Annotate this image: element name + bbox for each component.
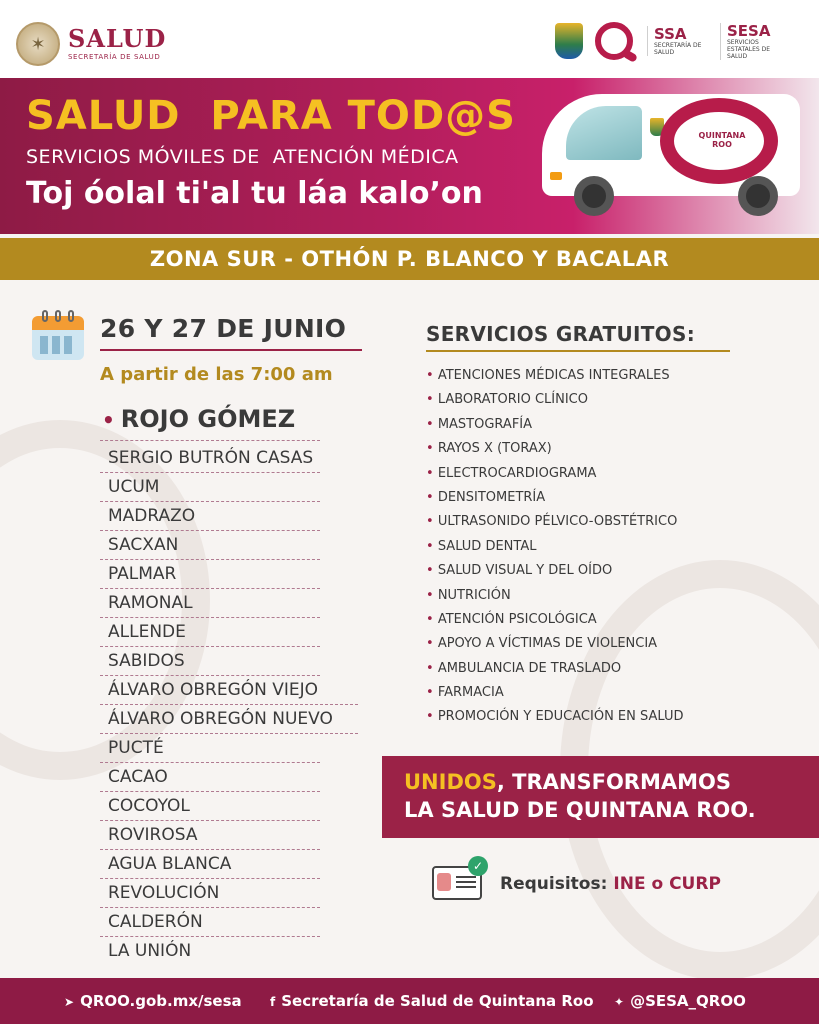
q-logo-icon xyxy=(595,22,633,60)
list-item: LA UNIÓN xyxy=(108,941,192,961)
requirements xyxy=(500,874,721,894)
twitter-icon: ✦ xyxy=(614,995,625,1009)
mexico-seal-icon: ✶ xyxy=(16,22,60,66)
list-item: CALDERÓN xyxy=(100,908,320,937)
date-underline xyxy=(100,349,362,351)
requirements-label: Requisitos: xyxy=(500,874,608,894)
slogan-line2: LA SALUD DE QUINTANA ROO. xyxy=(404,798,756,822)
salud-subtitle: SECRETARÍA DE SALUD xyxy=(68,53,161,61)
list-item: RAMONAL xyxy=(100,589,320,618)
partner-logos xyxy=(555,22,789,60)
list-item: • SALUD DENTAL xyxy=(426,535,684,559)
quintana-roo-shield-icon xyxy=(555,23,583,59)
facebook-link[interactable]: f Secretaría de Salud de Quintana Roo xyxy=(270,992,594,1010)
list-item: • NUTRICIÓN xyxy=(426,584,684,608)
mobile-clinic-van-illustration xyxy=(542,94,800,216)
banner-subtitle: SERVICIOS MÓVILES DE ATENCIÓN MÉDICA xyxy=(26,146,459,168)
list-item: COCOYOL xyxy=(100,792,320,821)
list-item: ÁLVARO OBREGÓN VIEJO xyxy=(100,676,358,705)
list-item: • FARMACIA xyxy=(426,681,684,705)
twitter-link[interactable]: ✦ @SESA_QROO xyxy=(614,992,746,1010)
salud-logo xyxy=(16,22,166,66)
hero-banner xyxy=(0,78,819,234)
list-item: • ATENCIONES MÉDICAS INTEGRALES xyxy=(426,364,684,388)
list-item: • ULTRASONIDO PÉLVICO-OBSTÉTRICO xyxy=(426,510,684,534)
list-item: • AMBULANCIA DE TRASLADO xyxy=(426,657,684,681)
list-item: SERGIO BUTRÓN CASAS xyxy=(100,444,320,473)
website-link[interactable]: ➤ QROO.gob.mx/sesa xyxy=(64,992,242,1010)
banner-maya-text: Toj óolal ti'al tu láa kalo’on xyxy=(26,176,483,211)
requirements-value: INE o CURP xyxy=(613,874,721,894)
list-item: SACXAN xyxy=(100,531,320,560)
main-location-divider xyxy=(100,440,320,441)
list-item: ROVIROSA xyxy=(100,821,320,850)
services-underline xyxy=(426,350,730,352)
list-item: • DENSITOMETRÍA xyxy=(426,486,684,510)
list-item: MADRAZO xyxy=(100,502,320,531)
facebook-icon: f xyxy=(270,995,276,1009)
list-item: • RAYOS X (TORAX) xyxy=(426,437,684,461)
location-list xyxy=(100,444,362,966)
services-title: SERVICIOS GRATUITOS: xyxy=(426,322,695,346)
list-item: • APOYO A VÍCTIMAS DE VIOLENCIA xyxy=(426,632,684,656)
list-item: • PROMOCIÓN Y EDUCACIÓN EN SALUD xyxy=(426,705,684,729)
ssa-logo: SSA SECRETARÍA DE SALUD xyxy=(647,26,716,56)
cursor-icon: ➤ xyxy=(64,995,75,1009)
list-item: SABIDOS xyxy=(100,647,320,676)
sesa-logo: SESA SERVICIOS ESTATALES DE SALUD xyxy=(720,23,789,60)
slogan-highlight: UNIDOS xyxy=(404,770,497,794)
list-item: ÁLVARO OBREGÓN NUEVO xyxy=(100,705,358,734)
event-time: A partir de las 7:00 am xyxy=(100,364,333,385)
event-date: 26 Y 27 DE JUNIO xyxy=(100,314,347,343)
list-item: AGUA BLANCA xyxy=(100,850,320,879)
list-item: • ATENCIÓN PSICOLÓGICA xyxy=(426,608,684,632)
top-header xyxy=(0,0,819,78)
footer-bar xyxy=(0,978,819,1024)
calendar-icon xyxy=(32,310,84,360)
list-item: • SALUD VISUAL Y DEL OÍDO xyxy=(426,559,684,583)
slogan-line1: , TRANSFORMAMOS xyxy=(496,770,731,794)
services-list xyxy=(426,364,684,730)
van-badge: QUINTANA ROO xyxy=(692,122,752,156)
id-card-icon: ✓ xyxy=(432,858,486,900)
list-item: PALMAR xyxy=(100,560,320,589)
list-item: REVOLUCIÓN xyxy=(100,879,320,908)
list-item: • LABORATORIO CLÍNICO xyxy=(426,388,684,412)
list-item: UCUM xyxy=(100,473,320,502)
list-item: ALLENDE xyxy=(100,618,320,647)
list-item: • ELECTROCARDIOGRAMA xyxy=(426,462,684,486)
list-item: • MASTOGRAFÍA xyxy=(426,413,684,437)
salud-title: SALUD xyxy=(68,24,167,53)
slogan-box xyxy=(382,756,819,838)
list-item: PUCTÉ xyxy=(100,734,320,763)
banner-title: SALUD PARA TOD@S xyxy=(26,93,516,139)
list-item: CACAO xyxy=(100,763,320,792)
main-location: • ROJO GÓMEZ xyxy=(102,405,296,433)
zone-bar: ZONA SUR - OTHÓN P. BLANCO Y BACALAR xyxy=(0,238,819,280)
